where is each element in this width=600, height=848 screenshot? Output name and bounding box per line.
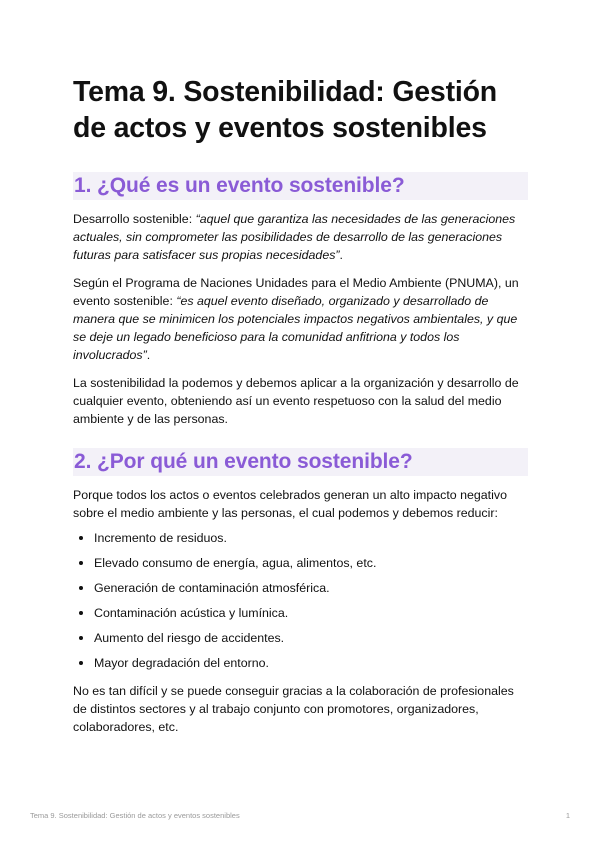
list-item-text: Contaminación acústica y lumínica. <box>94 606 289 620</box>
impact-list <box>73 529 528 672</box>
list-item <box>73 604 528 622</box>
pnuma-paragraph <box>73 274 528 364</box>
paragraph-end: . <box>339 248 343 262</box>
page-content <box>73 74 528 736</box>
list-item <box>73 579 528 597</box>
list-item-text: Incremento de residuos. <box>94 531 227 545</box>
page-title: Tema 9. Sostenibilidad: Gestión de actos y eventos sostenibles <box>73 76 498 144</box>
sustainable-development-paragraph <box>73 210 528 264</box>
bullet-icon <box>79 611 83 615</box>
paragraph-lead: Desarrollo sostenible: <box>73 212 196 226</box>
bullet-icon <box>79 586 83 590</box>
page-number: 1 <box>565 811 570 820</box>
footer-running-title: Tema 9. Sostenibilidad: Gestión de actos y eventos sostenibles <box>30 811 240 820</box>
sustainability-application-paragraph: La sostenibilidad la podemos y debemos aplicar a la organización y desarrollo de cualquier evento, obteniendo así un evento respetuoso con la salud del medio ambiente y de las personas. <box>73 376 519 426</box>
paragraph-end: . <box>146 348 151 362</box>
definition-quote: “es aquel evento diseñado, organizado y desarrollado de manera que se minimicen los potenciales impactos negativos ambientales, y que se deje un legado beneficioso para la comunidad anfitriona y todos los involucrados” <box>73 294 518 362</box>
list-item <box>73 654 528 672</box>
definition-quote: “aquel que garantiza las necesidades de las generaciones actuales, sin comprometer las posibilidades de desarrollo de las generaciones futuras para satisfacer sus propias necesidades” <box>73 212 516 262</box>
bullet-icon <box>79 661 83 665</box>
list-item <box>73 629 528 647</box>
list-item-text: Mayor degradación del entorno. <box>94 656 269 670</box>
bullet-icon <box>79 636 83 640</box>
page-footer <box>30 811 570 820</box>
list-item-text: Elevado consumo de energía, agua, alimentos, etc. <box>94 556 377 570</box>
list-item <box>73 529 528 547</box>
section-2-heading: 2. ¿Por qué un evento sostenible? <box>73 448 528 476</box>
bullet-icon <box>79 536 83 540</box>
bullet-icon <box>79 561 83 565</box>
list-item-text: Generación de contaminación atmosférica. <box>94 581 330 595</box>
section-1-heading: 1. ¿Qué es un evento sostenible? <box>73 172 528 200</box>
paragraph-lead: Según el Programa de Naciones Unidades para el Medio Ambiente (PNUMA), un evento sostenible: <box>73 276 519 308</box>
section-2-intro: Porque todos los actos o eventos celebrados generan un alto impacto negativo sobre el medio ambiente y las personas, el cual podemos y debemos reducir: <box>73 488 507 520</box>
list-item-text: Aumento del riesgo de accidentes. <box>94 631 285 645</box>
closing-paragraph: No es tan difícil y se puede conseguir gracias a la colaboración de profesionales de distintos sectores y al trabajo conjunto con promotores, organizadores, colaboradores, etc. <box>73 684 514 734</box>
list-item <box>73 554 528 572</box>
